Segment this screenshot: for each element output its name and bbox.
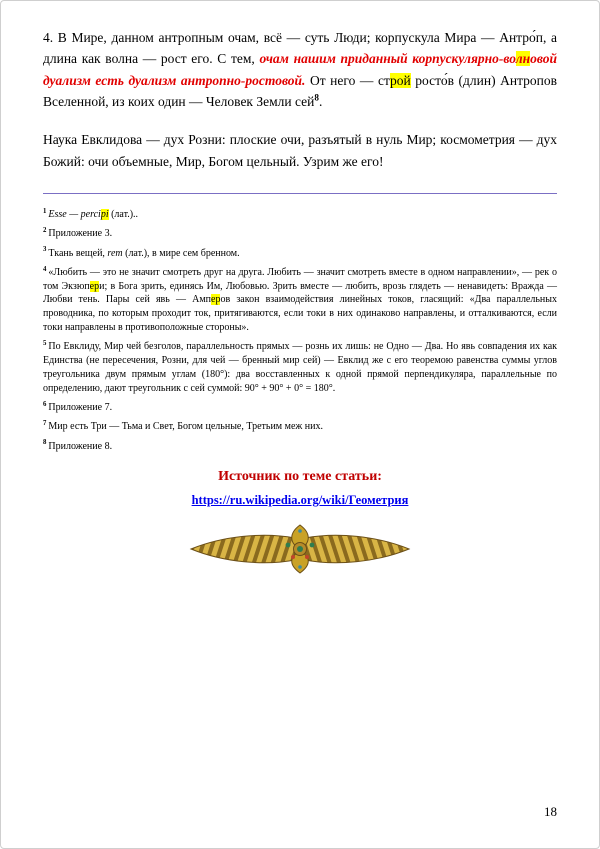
- footnote-text: Ткань вещей, rem (лат.), в мире сем бренном.: [48, 247, 240, 259]
- page-number: 18: [544, 804, 557, 819]
- footnote-number: 3: [43, 246, 47, 254]
- source-heading: Источник по теме статьи:: [218, 469, 382, 485]
- footnote-number: 4: [43, 265, 47, 273]
- paragraph-2: Наука Евклидова — дух Розни: плоские очи, разъятый в нуль Мир; космометрия — дух Божий: очи объемные, Мир, Богом цельный. Узрим же его!: [43, 132, 557, 169]
- footnote-number: 5: [43, 340, 47, 348]
- footnote-text: Мир есть Три — Тьма и Свет, Богом цельные, Третьим меж них.: [48, 421, 324, 433]
- footnote-1: [43, 208, 557, 222]
- footnote-text: Esse — percipi (лат.)..: [48, 208, 139, 220]
- footnote-text: Приложение 8.: [48, 440, 113, 452]
- footnote-number: 6: [43, 400, 47, 408]
- footnote-text: Приложение 7.: [48, 402, 113, 414]
- paragraph-1: 4. В Мире, данном антропным очам, всё — суть Люди; корпускула Мира — Антро́п, а длина как волна — рост его. С тем, очам нашим приданный корпускулярно-волновой дуализм есть дуализм антропно-ростовой. От него — строй росто́в (длин) Антропов Вселенной, из коих один — Человек Земли сей$^8$.: [43, 30, 558, 109]
- footnote-5: [43, 340, 557, 395]
- footnote-number: 8: [43, 439, 47, 447]
- separator-line: [43, 192, 557, 194]
- footnote-6: [43, 401, 557, 415]
- footnote-text: По Евклиду, Мир чей безголов, параллельность прямых — рознь их лишь: не Одно — Два. Но явь совпадения их как Единства (не пересечения, Розни, для чей — бренный мир сей) — Евклид же с его теоремою равенства суммы углов треугольника двум прямым углам (180°): два восставленных к одной прямой перпендикуляра, параллельные по определению, дают треугольник с сей суммой: 90° + 90° + 0° = 180°.: [43, 341, 557, 394]
- ornament-svg: [185, 519, 415, 577]
- footnote-number: 7: [43, 420, 47, 427]
- footnote-text: Приложение 3.: [48, 228, 113, 240]
- ornament-image: [43, 519, 557, 582]
- footnote-8: [43, 440, 557, 454]
- footnote-number: 1: [43, 207, 47, 215]
- footnotes-section: [43, 208, 557, 453]
- footnote-number: 2: [43, 226, 47, 234]
- footnote-3: [43, 247, 557, 261]
- footnote-7: [43, 420, 557, 434]
- footnote-2: [43, 227, 557, 241]
- footnote-4: [43, 266, 557, 335]
- footnote-text: «Любить — это не значит смотреть друг на друга. Любить — значит смотреть вместе в одном направлении», — рек о том Экзюпери; в Бога зрить, единясь Им, Любовью. Зрить вместе — любить, врозь глядеть — ненавидеть: Вражда — Любви тень. Пары сей явь — Амперов закон взаимодействия линейных токов, гласящий: «Два параллельных проводника, по которым проходит ток, притягиваются, если токи в них одинаково направлены, и отталкиваются, если токи направлены в противоположные стороны».: [43, 266, 557, 334]
- source-link-row: [43, 491, 557, 509]
- source-link[interactable]: https://ru.wikipedia.org/wiki/Геометрия: [191, 493, 409, 508]
